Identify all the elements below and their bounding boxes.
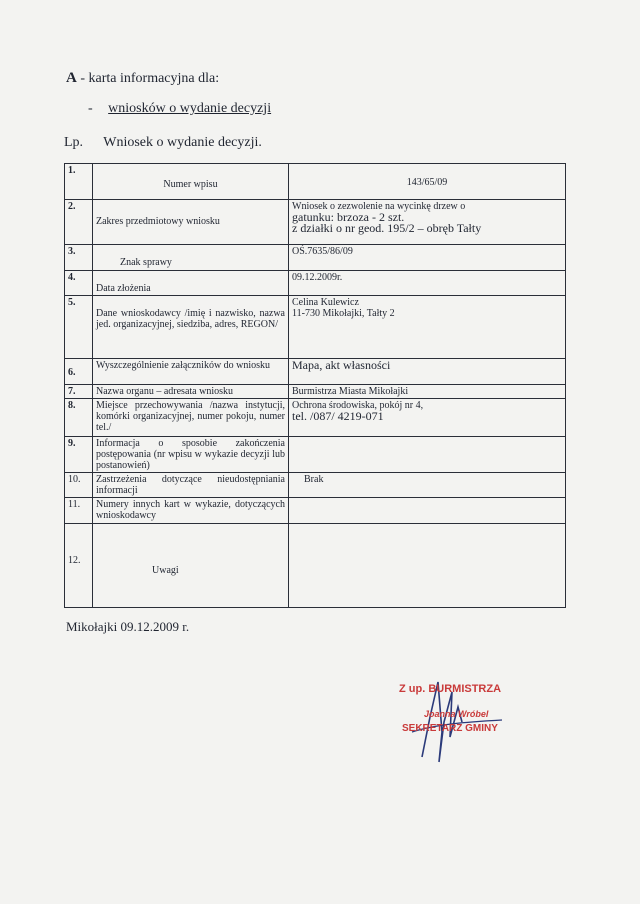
- row-number: 5.: [65, 296, 93, 359]
- row-value: 143/65/09: [289, 164, 566, 200]
- row-label: Znak sprawy: [93, 245, 289, 271]
- table-row: [65, 524, 566, 608]
- stamp-line-3: SEKRETARZ GMINY: [402, 723, 498, 734]
- table-row: [65, 473, 566, 498]
- row-value: 09.12.2009r.: [289, 271, 566, 296]
- row-label: Dane wnioskodawcy /imię i nazwisko, nazwa jed. organizacyjnej, siedziba, adres, REGON/: [93, 296, 289, 359]
- row-number: 8.: [65, 399, 93, 437]
- row-value: Burmistrza Miasta Mikołajki: [289, 385, 566, 399]
- stamp-line-1: Z up. BURMISTRZA: [399, 683, 502, 695]
- row-label: Informacja o sposobie zakończenia postępowania (nr wpisu w wykazie decyzji lub postanowień): [93, 437, 289, 473]
- table-row: [65, 245, 566, 271]
- row-value: Wniosek o zezwolenie na wycinkę drzew o gatunku: brzoza - 2 szt. z działki o nr geod. 195/2 – obręb Tałty: [289, 200, 566, 245]
- row-number: 7.: [65, 385, 93, 399]
- row-value: [289, 524, 566, 608]
- row-label: Zakres przedmiotowy wniosku: [93, 200, 289, 245]
- table-row: [65, 399, 566, 437]
- row-value: [289, 498, 566, 524]
- place-date: Mikołajki 09.12.2009 r.: [66, 619, 190, 634]
- heading-title: - karta informacyjna dla:: [80, 71, 220, 86]
- stamp-line-2: Joanna Wróbel: [424, 709, 489, 719]
- row-label: Wyszczególnienie załączników do wniosku: [93, 359, 289, 385]
- row-number: 1.: [65, 164, 93, 200]
- row-value: [289, 437, 566, 473]
- row-value: Celina Kulewicz 11-730 Mikołajki, Tałty 2: [289, 296, 566, 359]
- row-number: 12.: [65, 524, 93, 608]
- row-number: 4.: [65, 271, 93, 296]
- row-label: Numery innych kart w wykazie, dotyczących wnioskodawcy: [93, 498, 289, 524]
- table-row: [65, 385, 566, 399]
- card-heading: [66, 70, 219, 87]
- lp-line: [64, 135, 262, 151]
- row-number: 11.: [65, 498, 93, 524]
- row-number: 9.: [65, 437, 93, 473]
- row-label: Numer wpisu: [93, 164, 289, 200]
- table-row: [65, 359, 566, 385]
- row-label: Nazwa organu – adresata wniosku: [93, 385, 289, 399]
- subtitle-text: wniosków o wydanie decyzji: [108, 101, 272, 116]
- info-table: [64, 163, 566, 608]
- row-number: 10.: [65, 473, 93, 498]
- row-label: Uwagi: [93, 524, 289, 608]
- table-row: [65, 200, 566, 245]
- row-number: 6.: [65, 359, 93, 385]
- table-row: [65, 498, 566, 524]
- row-value: Ochrona środowiska, pokój nr 4, tel. /087/ 4219-071: [289, 399, 566, 437]
- lp-label: Lp.: [64, 135, 84, 150]
- row-value: Brak: [289, 473, 566, 498]
- row-number: 3.: [65, 245, 93, 271]
- table-row: [65, 164, 566, 200]
- row-label: Miejsce przechowywania /nazwa instytucji, komórki organizacyjnej, numer pokoju, numer tel./: [93, 399, 289, 437]
- row-value: Mapa, akt własności: [289, 359, 566, 385]
- row-label: Zastrzeżenia dotyczące nieudostępniania informacji: [93, 473, 289, 498]
- table-row: [65, 271, 566, 296]
- table-row: [65, 437, 566, 473]
- heading-letter: A: [66, 70, 77, 86]
- card-subtitle: [88, 101, 271, 117]
- row-value: OŚ.7635/86/09: [289, 245, 566, 271]
- table-row: [65, 296, 566, 359]
- subtitle-bullet: -: [88, 101, 93, 116]
- row-number: 2.: [65, 200, 93, 245]
- row-label: Data złożenia: [93, 271, 289, 296]
- lp-text: Wniosek o wydanie decyzji.: [103, 135, 262, 150]
- signature-stamp-graphic: [392, 662, 532, 782]
